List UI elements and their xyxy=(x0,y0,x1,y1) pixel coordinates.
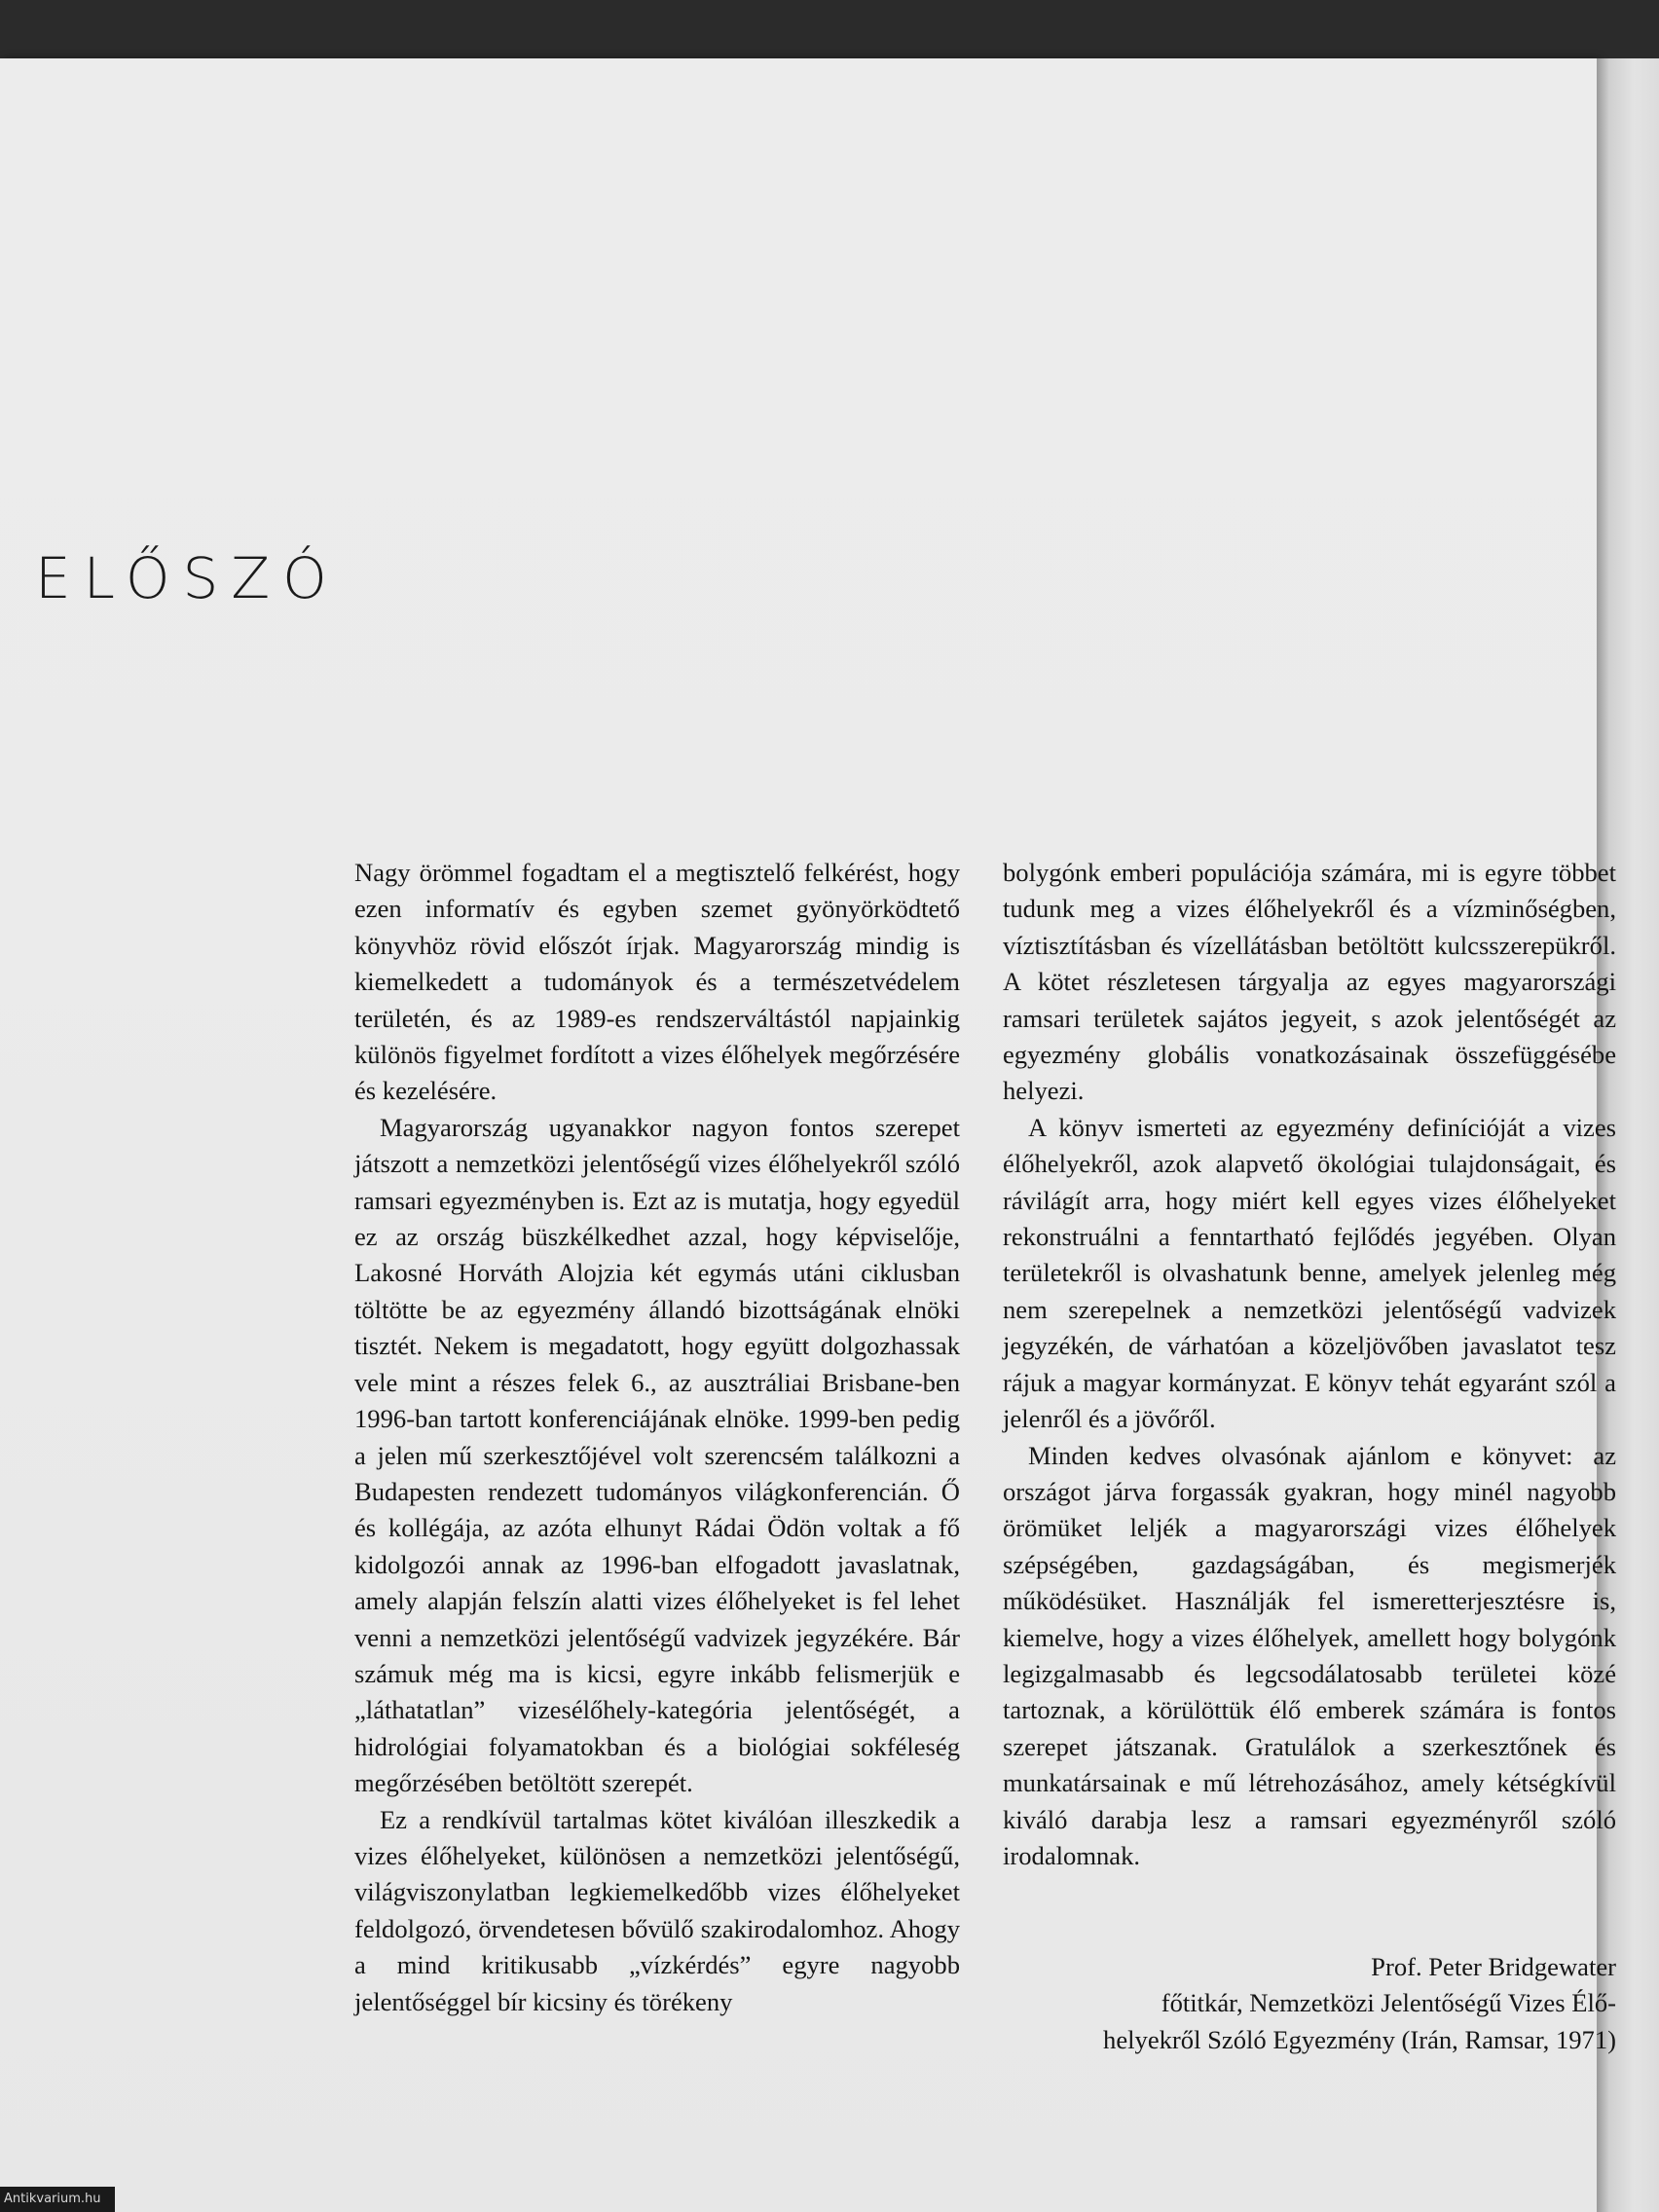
signature-title-line-2: helyekről Szóló Egyezmény (Irán, Ramsar, 1971) xyxy=(1103,2024,1616,2054)
text-column-right xyxy=(1003,855,1616,1874)
signature-block xyxy=(1003,1949,1616,2058)
paragraph: Magyarország ugyanakkor nagyon fontos szerepet játszott a nemzetközi jelentőségű vizes élőhelyekről szóló ramsari egyezményben is. Ezt az is mutatja, hogy egyedül ez az ország büszkélkedhet azzal, hogy képviselője, Lakosné Horváth Alojzia két egymás utáni ciklusban töltötte be az egyezmény állandó bizottságának elnöki tisztét. Nekem is megadatott, hogy együtt dolgozhassak vele mint a részes felek 6., az ausztráliai Brisbane-ben 1996-ban tartott konferenciájának elnöke. 1999-ben pedig a jelen mű szerkesztőjével volt szerencsém találkozni a Budapesten rendezett tudományos világkonferencián. Ő és kollégája, az azóta elhunyt Rádai Ödön voltak a fő kidolgozói annak az 1996-ban elfogadott javaslatnak, amely alapján felszín alatti vizes élőhelyeket is fel lehet venni a nemzetközi jelentőségű vadvizek jegyzékére. Bár számuk még ma is kicsi, egyre inkább felismerjük e „láthatatlan” vizesélőhely-kategória jelentőségét, a hidrológiai folyamatokban és a biológiai sokféleség megőrzésében betöltött szerepét. xyxy=(354,1112,960,1798)
signature-title-line-1: főtitkár, Nemzetközi Jelentőségű Vizes Élő- xyxy=(1161,1988,1616,2018)
paragraph: Minden kedves olvasónak ajánlom e könyvet: az országot járva forgassák gyakran, hogy minél nagyobb örömüket leljék a magyarországi vizes élőhelyek szépségében, gazdagságában, és megismerjék működésüket. Használják fel ismeretterjesztésre is, kiemelve, hogy a vizes élőhelyek, amellett hogy bolygónk legizgalmasabb és legcsodálatosabb területei közé tartoznak, a körülöttük élő emberek számára is fontos szerepet játszanak. Gratulálok a szerkesztőnek és munkatársainak e mű létrehozásához, amely kétségkívül kiváló darabja lesz a ramsari egyezményről szóló irodalomnak. xyxy=(1003,1440,1616,1870)
signature-name: Prof. Peter Bridgewater xyxy=(1371,1952,1616,1981)
page-title: ELŐSZÓ xyxy=(35,545,340,611)
text-column-left xyxy=(354,855,960,2020)
paragraph: bolygónk emberi populációja számára, mi is egyre többet tudunk meg a vizes élőhelyekről és a vízminőségben, víztisztításban és vízellátásban betöltött kulcsszerepükről. A kötet részletesen tárgyalja az egyes magyarországi ramsari területek sajátos jegyeit, s azok jelentőségét az egyezmény globális vonatkozásainak összefüggésébe helyezi. xyxy=(1003,858,1616,1106)
paragraph: Ez a rendkívül tartalmas kötet kiválóan illeszkedik a vizes élőhelyeket, különösen a nemzetközi jelentőségű, világviszonylatban legkiemelkedőbb vizes élőhelyeket feldolgozó, örvendetesen bővülő szakirodalomhoz. Ahogy a mind kritikusabb „vízkérdés” egyre nagyobb jelentőséggel bír kicsiny és törékeny xyxy=(354,1804,960,2016)
paragraph: A könyv ismerteti az egyezmény definícióját a vizes élőhelyekről, azok alapvető ökológiai tulajdonságait, és rávilágít arra, hogy miért kell egyes vizes élőhelyeket rekonstruálni a fenntartható fejlődés jegyében. Olyan területekről is olvashatunk benne, amelyek jelenleg még nem szerepelnek a nemzetközi jelentőségű vadvizek jegyzékén, de várhatóan a közeljövőben javaslatot tesz rájuk a magyar kormányzat. E könyv tehát egyaránt szól a jelenről és a jövőről. xyxy=(1003,1112,1616,1434)
paragraph: Nagy örömmel fogadtam el a megtisztelő felkérést, hogy ezen informatív és egyben szemet gyönyörködtető könyvhöz rövid előszót írjak. Magyarország mindig is kiemelkedett a tudományok és a természetvédelem területén, és az 1989-es rendszerváltástól napjainkig különös figyelmet fordított a vizes élőhelyek megőrzésére és kezelésére. xyxy=(354,858,960,1106)
watermark: Antikvarium.hu xyxy=(0,2187,115,2212)
